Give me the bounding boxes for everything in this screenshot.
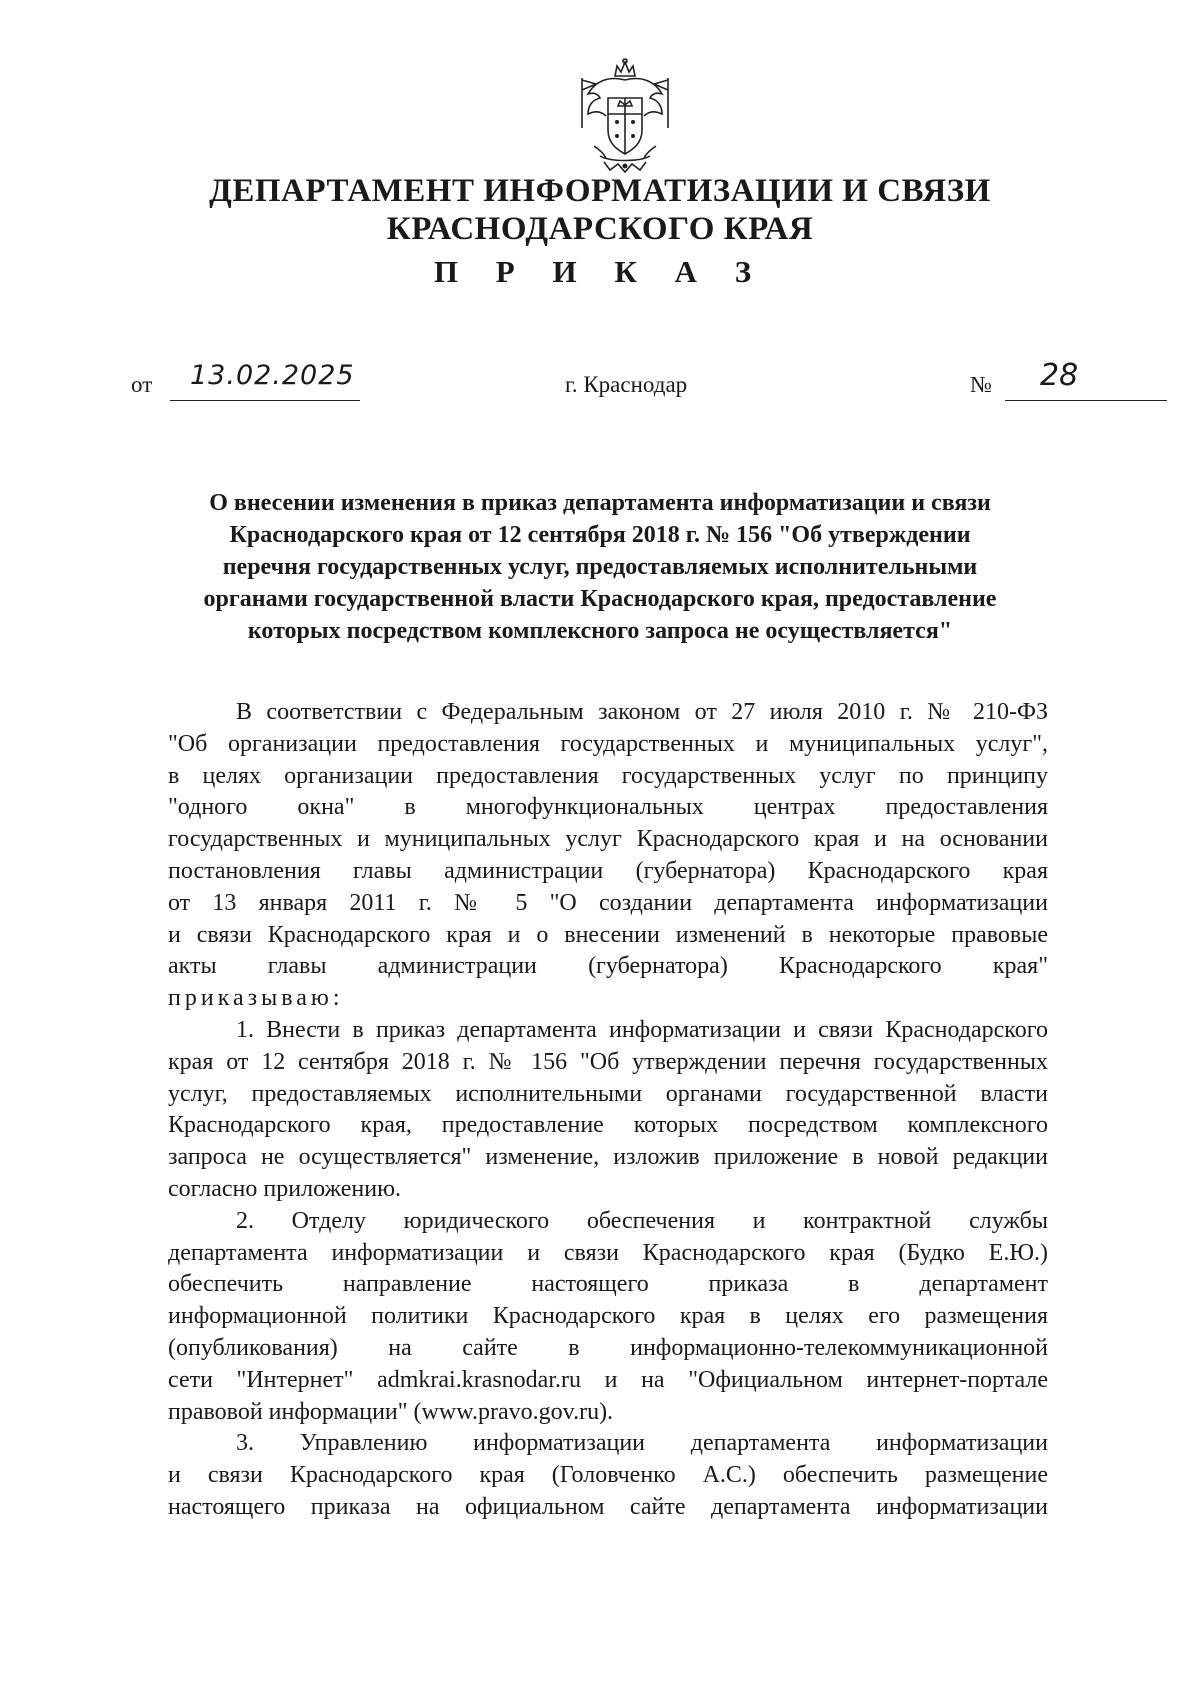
heading-line: органами государственной власти Краснодарского края, предоставление — [203, 586, 997, 612]
heading-line: Краснодарского края от 12 сентября 2018 г. № 156 "Об утверждении — [229, 522, 971, 548]
body-line: постановления главы администрации (губернатора) Краснодарского края — [168, 857, 1048, 884]
body-line: согласно приложению. — [168, 1175, 402, 1202]
document-meta-row — [0, 358, 1200, 408]
body-line: от 13 января 2011 г. № 5 "О создании департамента информатизации — [168, 889, 1048, 916]
body-line: государственных и муниципальных услуг Краснодарского края и на основании — [168, 826, 1048, 853]
body-line: и связи Краснодарского края и о внесении изменений в некоторые правовые — [168, 921, 1048, 948]
coat-of-arms-emblem — [570, 58, 680, 178]
body-line: акты главы администрации (губернатора) Краснодарского края" — [168, 953, 1048, 980]
body-line: правовой информации" (www.pravo.gov.ru). — [168, 1398, 614, 1425]
body-line: и связи Краснодарского края (Головченко А.С.) обеспечить размещение — [168, 1462, 1048, 1489]
body-line: сети "Интернет" admkrai.krasnodar.ru и на "Официальном интернет-портале — [168, 1366, 1048, 1393]
department-name-line-2: КРАСНОДАРСКОГО КРАЯ — [386, 211, 814, 247]
body-line: 3. Управлению информатизации департамента информатизации — [236, 1430, 1048, 1457]
body-line: департамента информатизации и связи Краснодарского края (Будко Е.Ю.) — [168, 1239, 1048, 1266]
document-heading — [165, 487, 1035, 647]
document-date: 13.02.2025 — [190, 360, 355, 391]
body-line: услуг, предоставляемых исполнительными органами государственной власти — [168, 1080, 1048, 1107]
number-underline — [1005, 400, 1167, 401]
body-line: "Об организации предоставления государственных и муниципальных услуг", — [168, 730, 1048, 757]
body-line: Краснодарского края, предоставление которых посредством комплексного — [168, 1112, 1048, 1139]
body-line-decree-word: приказываю: — [168, 985, 344, 1012]
heading-line: О внесении изменения в приказ департамента информатизации и связи — [209, 490, 991, 516]
body-line: 1. Внести в приказ департамента информатизации и связи Краснодарского — [236, 1016, 1048, 1043]
document-number: 28 — [1040, 358, 1079, 393]
department-name-line-1: ДЕПАРТАМЕНТ ИНФОРМАТИЗАЦИИ И СВЯЗИ — [209, 173, 991, 209]
body-line: В соответствии с Федеральным законом от 27 июля 2010 г. № 210-ФЗ — [236, 699, 1048, 725]
date-underline — [170, 400, 360, 401]
heading-line: перечня государственных услуг, предоставляемых исполнительными — [222, 554, 978, 580]
body-line: 2. Отделу юридического обеспечения и контрактной службы — [236, 1207, 1048, 1234]
body-line: края от 12 сентября 2018 г. № 156 "Об утверждении перечня государственных — [168, 1048, 1048, 1075]
body-line: (опубликования) на сайте в информационно-телекоммуникационной — [168, 1334, 1048, 1361]
document-body — [168, 697, 1048, 1524]
document-city: г. Краснодар — [565, 372, 688, 397]
body-line: "одного окна" в многофункциональных центрах предоставления — [168, 794, 1048, 821]
body-line: в целях организации предоставления государственных услуг по принципу — [168, 762, 1048, 789]
body-line: запроса не осуществляется" изменение, изложив приложение в новой редакции — [168, 1144, 1048, 1171]
department-name — [160, 172, 1040, 248]
document-type-title: П Р И К А З — [433, 254, 767, 289]
date-label: от — [131, 372, 153, 397]
number-label: № — [970, 372, 992, 397]
body-line: обеспечить направление настоящего приказа в департамент — [168, 1271, 1048, 1298]
body-line: информационной политики Краснодарского края в целях его размещения — [168, 1303, 1048, 1330]
heading-line: которых посредством комплексного запроса не осуществляется" — [247, 618, 953, 644]
body-line: настоящего приказа на официальном сайте департамента информатизации — [168, 1493, 1048, 1520]
